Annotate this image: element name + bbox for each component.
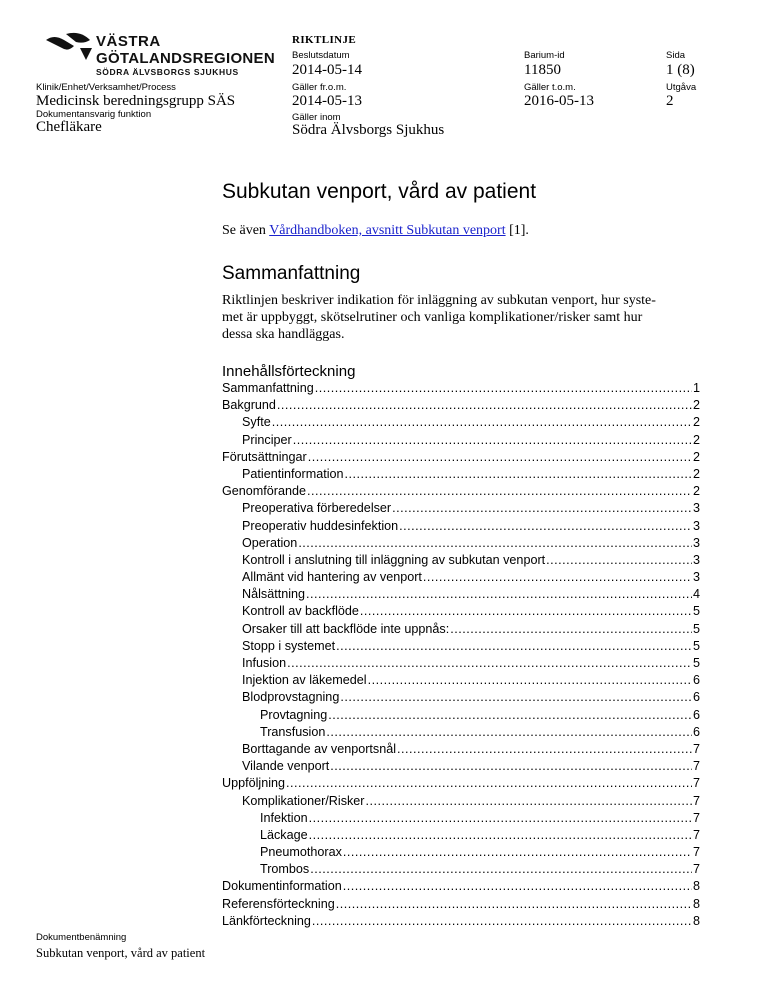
toc-entry-page: 7 — [692, 845, 700, 860]
toc-leader-dots — [336, 639, 692, 653]
toc-entry-title: Infusion — [242, 656, 287, 670]
toc-entry-title: Pneumothorax — [260, 845, 342, 860]
toc-entry[interactable] — [222, 794, 700, 811]
toc-entry-page: 6 — [692, 707, 700, 722]
toc-entry[interactable] — [222, 570, 700, 587]
toc-entry-page: 2 — [692, 415, 700, 430]
toc-entry-title: Vilande venport — [242, 759, 330, 774]
beslutsdatum-label: Beslutsdatum — [292, 50, 350, 61]
toc-leader-dots — [343, 845, 692, 859]
toc-entry-title: Provtagning — [260, 707, 328, 722]
toc-leader-dots — [360, 604, 692, 618]
summary-text — [222, 292, 712, 343]
toc-entry-title: Patientinformation — [242, 466, 344, 481]
toc-entry[interactable] — [222, 742, 700, 759]
toc-entry[interactable] — [222, 501, 700, 518]
toc-leader-dots — [277, 398, 692, 412]
toc-entry-title: Dokumentinformation — [222, 879, 342, 894]
toc-entry-title: Preoperativa förberedelser — [242, 501, 392, 516]
sida-label: Sida — [666, 50, 686, 61]
svg-text:GÖTALANDSREGIONEN: GÖTALANDSREGIONEN — [96, 50, 274, 67]
toc-leader-dots — [309, 811, 692, 825]
toc-entry-page: 2 — [692, 449, 700, 464]
toc-leader-dots — [298, 536, 692, 550]
toc-entry-title: Principer — [242, 432, 292, 447]
svg-text:SÖDRA ÄLVSBORGS SJUKHUS: SÖDRA ÄLVSBORGS SJUKHUS — [96, 67, 239, 77]
toc-entry[interactable] — [222, 639, 700, 656]
toc-entry-page: 7 — [692, 793, 700, 808]
toc-leader-dots — [287, 656, 692, 670]
galler-inom-label: Gäller inom — [292, 112, 341, 123]
toc-leader-dots — [340, 690, 692, 704]
toc-entry[interactable] — [222, 845, 700, 862]
toc-entry-title: Förutsättningar — [222, 449, 307, 464]
galler-from-label: Gäller fr.o.m. — [292, 82, 347, 93]
toc-entry[interactable] — [222, 759, 700, 776]
utgava-label: Utgåva — [666, 82, 697, 93]
toc-entry-page: 8 — [692, 879, 700, 894]
toc-entry[interactable] — [222, 862, 700, 879]
toc-entry-page: 7 — [692, 776, 700, 791]
toc-entry-page: 3 — [692, 518, 700, 533]
toc-entry-title: Borttagande av venportsnål — [242, 741, 397, 756]
toc-entry-page: 7 — [692, 827, 700, 842]
toc-entry-page: 5 — [692, 638, 700, 653]
toc-leader-dots — [286, 776, 692, 790]
toc-entry[interactable] — [222, 708, 700, 725]
toc-entry-page: 7 — [692, 741, 700, 756]
toc-entry-title: Orsaker till att backflöde inte uppnås: — [242, 621, 450, 636]
toc-entry[interactable] — [222, 433, 700, 450]
vgr-logo-mark-icon — [44, 30, 274, 80]
ansvarig-label: Dokumentansvarig funktion — [36, 109, 152, 120]
toc-entry[interactable] — [222, 725, 700, 742]
toc-entry-page: 3 — [692, 570, 700, 585]
toc-leader-dots — [343, 879, 692, 893]
page-title: Subkutan venport, vård av patient — [222, 180, 537, 203]
toc-entry-title: Kontroll av backflöde — [242, 604, 359, 619]
toc-leader-dots — [423, 570, 692, 584]
toc-leader-dots — [368, 673, 692, 687]
footer-value: Subkutan venport, vård av patient — [36, 946, 206, 960]
toc-entry[interactable] — [222, 897, 700, 914]
toc-entry[interactable] — [222, 467, 700, 484]
utgava-value: 2 — [666, 93, 674, 109]
doc-type: RIKTLINJE — [292, 34, 357, 46]
toc-entry[interactable] — [222, 879, 700, 896]
toc-entry-page: 2 — [692, 432, 700, 447]
toc-entry-title: Blodprovstagning — [242, 690, 340, 705]
toc-entry-page: 5 — [692, 621, 700, 636]
toc-entry[interactable] — [222, 484, 700, 501]
toc-entry-page: 5 — [692, 656, 700, 670]
see-also-suffix: [1]. — [505, 223, 529, 238]
toc-entry[interactable] — [222, 415, 700, 432]
toc-entry[interactable] — [222, 587, 700, 604]
toc-leader-dots — [392, 501, 692, 515]
toc-entry-page: 8 — [692, 896, 700, 911]
toc-entry[interactable] — [222, 553, 700, 570]
toc-entry[interactable] — [222, 776, 700, 793]
toc-entry-page: 2 — [692, 398, 700, 413]
toc-leader-dots — [309, 828, 692, 842]
toc-entry-page: 2 — [692, 466, 700, 481]
toc-leader-dots — [293, 433, 692, 447]
toc-leader-dots — [450, 622, 692, 636]
toc-entry-page: 8 — [692, 913, 700, 928]
toc-leader-dots — [272, 415, 692, 429]
toc-entry-title: Komplikationer/Risker — [242, 793, 365, 808]
toc-leader-dots — [546, 553, 692, 567]
toc-leader-dots — [328, 708, 692, 722]
toc-entry[interactable] — [222, 519, 700, 536]
toc-entry-page: 4 — [692, 587, 700, 602]
toc-entry-page: 5 — [692, 604, 700, 619]
toc-entry-title: Referensförteckning — [222, 896, 335, 911]
toc-entry-page: 6 — [692, 724, 700, 739]
toc-entry-page: 3 — [692, 535, 700, 550]
toc-entry[interactable] — [222, 690, 700, 707]
toc-entry-title: Preoperativ huddesinfektion — [242, 518, 399, 533]
toc-entry-title: Sammanfattning — [222, 381, 314, 395]
table-of-contents — [222, 381, 700, 931]
toc-leader-dots — [310, 862, 692, 876]
see-also — [222, 222, 529, 239]
toc-entry[interactable] — [222, 914, 700, 931]
summary-heading: Sammanfattning — [222, 263, 361, 284]
toc-entry[interactable] — [222, 398, 700, 415]
toc-leader-dots — [399, 519, 692, 533]
toc-entry-title: Läckage — [260, 827, 308, 842]
toc-entry[interactable] — [222, 450, 700, 467]
toc-leader-dots — [312, 914, 692, 928]
toc-entry[interactable] — [222, 536, 700, 553]
toc-entry[interactable] — [222, 604, 700, 621]
toc-entry-page: 1 — [692, 381, 700, 395]
toc-heading: Innehållsförteckning — [222, 363, 356, 380]
toc-leader-dots — [308, 450, 692, 464]
toc-entry[interactable] — [222, 828, 700, 845]
toc-entry-title: Operation — [242, 535, 298, 550]
toc-entry-title: Injektion av läkemedel — [242, 673, 367, 688]
toc-leader-dots — [326, 725, 692, 739]
galler-inom-value: Södra Älvsborgs Sjukhus — [292, 122, 445, 138]
footer-label: Dokumentbenämning — [36, 932, 127, 943]
toc-entry-page: 3 — [692, 552, 700, 567]
toc-entry-title: Genomförande — [222, 484, 307, 499]
toc-entry[interactable] — [222, 622, 700, 639]
toc-entry-title: Stopp i systemet — [242, 638, 336, 653]
toc-entry-page: 6 — [692, 690, 700, 705]
galler-tom-label: Gäller t.o.m. — [524, 82, 576, 93]
toc-entry[interactable] — [222, 656, 700, 673]
toc-entry-title: Allmänt vid hantering av venport — [242, 570, 422, 585]
summary-line: Riktlinjen beskriver indikation för inläggning av subkutan venport, hur syste- — [222, 293, 656, 308]
toc-entry-title: Uppföljning — [222, 776, 286, 791]
galler-from-value: 2014-05-13 — [292, 93, 362, 109]
barium-label: Barium-id — [524, 50, 565, 61]
toc-entry-page: 7 — [692, 862, 700, 877]
toc-entry-page: 6 — [692, 673, 700, 688]
toc-entry-page: 3 — [692, 501, 700, 516]
toc-leader-dots — [306, 587, 692, 601]
toc-entry[interactable] — [222, 381, 700, 398]
toc-leader-dots — [345, 467, 692, 481]
toc-entry-title: Trombos — [260, 862, 310, 877]
vgr-logo — [44, 30, 274, 80]
toc-entry-title: Bakgrund — [222, 398, 276, 413]
toc-entry[interactable] — [222, 673, 700, 690]
sida-value: 1 (8) — [666, 62, 695, 78]
summary-line: met är uppbyggt, skötselrutiner och vanliga komplikationer/risker samt hur — [222, 310, 643, 325]
see-also-prefix: Se även — [222, 223, 270, 238]
toc-entry-title: Kontroll i anslutning till inläggning av subkutan venport — [242, 552, 546, 567]
klinik-label: Klinik/Enhet/Verksamhet/Process — [36, 82, 176, 93]
toc-entry-page: 7 — [692, 810, 700, 825]
vardhandboken-link[interactable]: Vårdhandboken, avsnitt Subkutan venport — [269, 223, 506, 238]
toc-leader-dots — [315, 381, 692, 395]
toc-leader-dots — [330, 759, 692, 773]
toc-leader-dots — [397, 742, 692, 756]
toc-entry-title: Länkförteckning — [222, 913, 311, 928]
toc-entry-page: 2 — [692, 484, 700, 499]
toc-entry-title: Syfte — [242, 415, 271, 430]
toc-leader-dots — [336, 897, 692, 911]
galler-tom-value: 2016-05-13 — [524, 93, 594, 109]
svg-text:VÄSTRA: VÄSTRA — [96, 33, 161, 50]
toc-entry[interactable] — [222, 811, 700, 828]
klinik-value: Medicinsk beredningsgrupp SÄS — [36, 93, 236, 109]
summary-line: dessa ska handläggas. — [222, 327, 345, 342]
barium-value: 11850 — [524, 62, 561, 78]
toc-entry-title: Nålsättning — [242, 587, 306, 602]
beslutsdatum-value: 2014-05-14 — [292, 62, 362, 78]
toc-leader-dots — [365, 794, 692, 808]
ansvarig-value: Chefläkare — [36, 119, 102, 135]
toc-entry-title: Infektion — [260, 810, 308, 825]
toc-entry-page: 7 — [692, 759, 700, 774]
toc-leader-dots — [307, 484, 692, 498]
toc-entry-title: Transfusion — [260, 724, 326, 739]
